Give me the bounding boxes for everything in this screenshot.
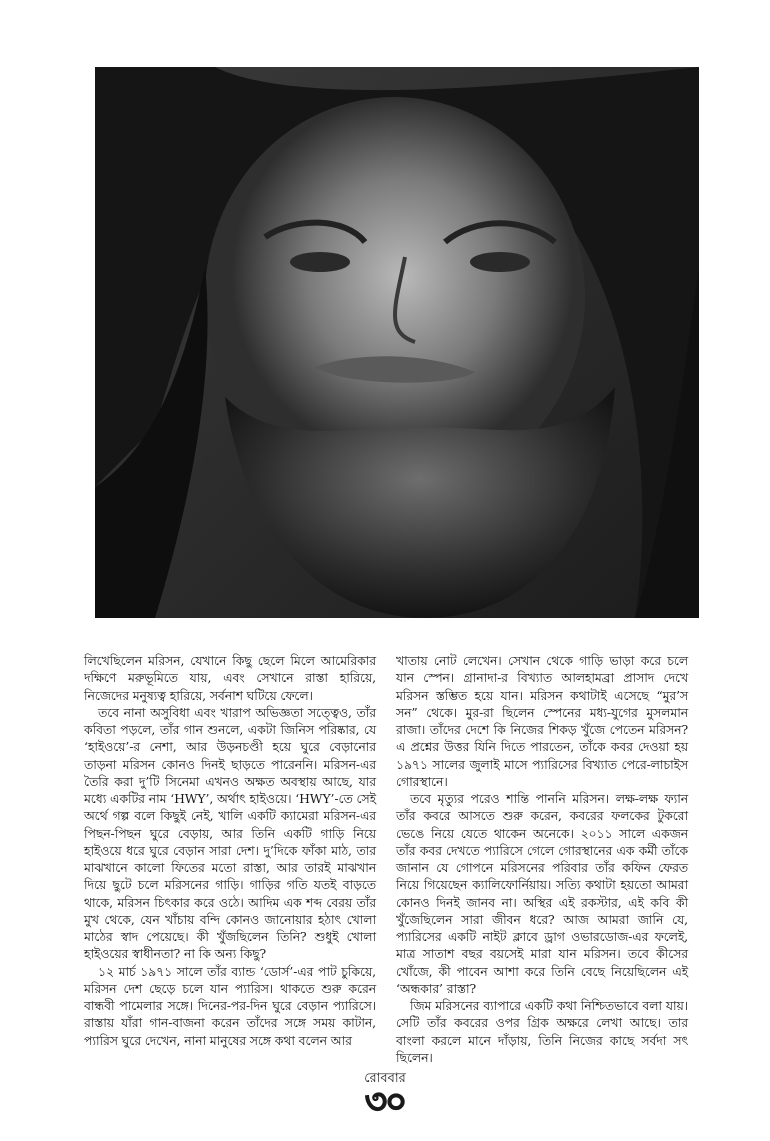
paragraph: খাতায় নোট লেখেন। সেখান থেকে গাড়ি ভাড়া করে চলে যান স্পেন। গ্রানাদা-র বিখ্যাত আলহামব্রা প্রাসাদ দেখে মরিসন স্তম্ভিত হয়ে যান। মরিসন কথাটাই এসেছে “মুর’স সন” থেকে। মুর-রা ছিলেন স্পেনের মধ্য-যুগের মুসলমান রাজা। তাঁদের দেশে কি নিজের শিকড় খুঁজে পেতেন মরিসন? এ প্রশ্নের উত্তর যিনি দিতে পারতেন, তাঁকে কবর দেওয়া হয় ১৯৭১ সালের জুলাই মাসে প্যারিসের বিখ্যাত পেরে-লাচাইস গোরস্থানে।: [396, 653, 688, 789]
paragraph: ১২ মার্চ ১৯৭১ সালে তাঁর ব্যান্ড ‘ডোর্স’-এর পাট চুকিয়ে, মরিসন দেশ ছেড়ে চলে যান প্যারিস। থাকতে শুরু করেন বান্ধবী পামেলার সঙ্গে। দিনের-পর-দিন ঘুরে বেড়ান প্যারিসে। রাস্তায় যাঁরা গান-বাজনা করেন তাঁদের সঙ্গে সময় কাটান, প্যারিস ঘুরে দেখেন, নানা মানুষের সঙ্গে কথা বলেন আর: [84, 963, 376, 1048]
paragraph: লিখেছিলেন মরিসন, যেখানে কিছু ছেলে মিলে আমেরিকার দক্ষিণে মরুভূমিতে যায়, এবং সেখানে রাস্তা হারিয়ে, নিজেদের মনুষ্যত্ব হারিয়ে, সর্বনাশ ঘটিয়ে ফেলে।: [84, 653, 376, 703]
right-column: [396, 652, 688, 1066]
paragraph: তবে নানা অসুবিধা এবং খারাপ অভিজ্ঞতা সত্ত্বেও, তাঁর কবিতা পড়লে, তাঁর গান শুনলে, একটা জিনিস পরিষ্কার, যে ‘হাইওয়ে’-র নেশা, আর উড়নচণ্ডী হয়ে ঘুরে বেড়ানোর তাড়না মরিসন কোনও দিনই ছাড়তে পারেননি। মরিসন-এর তৈরি করা দু’টি সিনেমা এখনও অক্ষত অবস্থায় আছে, যার মধ্যে একটির নাম ‘HWY’, অর্থাৎ হাইওয়ে। ‘HWY’-তে সেই অর্থে গল্প বলে কিছুই নেই, খালি একটি ক্যামেরা মরিসন-এর পিছন-পিছন ঘুরে বেড়ায়, আর তিনি একটি গাড়ি নিয়ে হাইওয়ে ধরে ঘুরে বেড়ান সারা দেশ। দু’দিকে ফাঁকা মাঠ, তার মাঝখানে কালো ফিতের মতো রাস্তা, আর তারই মাঝখান দিয়ে ছুটে চলে মরিসনের গাড়ি। গাড়ির গতি যতই বাড়তে থাকে, মরিসন চিৎকার করে ওঠে। আদিম এক শব্দ বেরয় তাঁর মুখ থেকে, যেন খাঁচায় বন্দি কোনও জানোয়ার হঠাৎ খোলা মাঠের স্বাদ পেয়েছে। কী খুঁজছিলেন তিনি? শুধুই খোলা হাইওয়ের স্বাধীনতা? না কি অন্য কিছু?: [84, 704, 376, 962]
page-number: ৩০: [364, 1082, 406, 1122]
paragraph: তবে মৃত্যুর পরেও শান্তি পাননি মরিসন। লক্ষ-লক্ষ ফ্যান তাঁর কবরে আসতে শুরু করেন, কবরের ফলকের টুকরো ভেঙে নিয়ে যেতে থাকেন অনেকে। ২০১১ সালে একজন তাঁর কবর দেখতে প্যারিসে গেলে গোরস্থানের এক কর্মী তাঁকে জানান যে গোপনে মরিসনের পরিবার তাঁর কফিন ফেরত নিয়ে গিয়েছেন ক্যালিফোর্নিয়ায়। সত্যি কথাটা হয়তো আমরা কোনও দিনই জানব না। অস্থির এই রকস্টার, এই কবি কী খুঁজেছিলেন সারা জীবন ধরে? আজ আমরা জানি যে, প্যারিসের একটি নাইট ক্লাবে ড্রাগ ওভারডোজ-এর ফলেই, মাত্র সাতাশ বছর বয়সেই মারা যান মরিসন। তবে কীসের খোঁজে, কী পাবেন আশা করে তিনি বেছে নিয়েছিলেন এই ‘অন্ধকার’ রাস্তা?: [396, 791, 688, 996]
portrait-photo: [95, 67, 699, 618]
magazine-name: রোববার: [364, 1071, 406, 1086]
left-column: [84, 652, 376, 1049]
paragraph: জিম মরিসনের ব্যাপারে একটি কথা নিশ্চিতভাবে বলা যায়। সেটি তাঁর কবরের ওপর গ্রিক অক্ষরে লেখা আছে। তার বাংলা করলে মানে দাঁড়ায়, তিনি নিজের কাছে সর্বদা সৎ ছিলেন।: [396, 998, 688, 1065]
bearded-man-portrait-icon: [95, 67, 699, 618]
